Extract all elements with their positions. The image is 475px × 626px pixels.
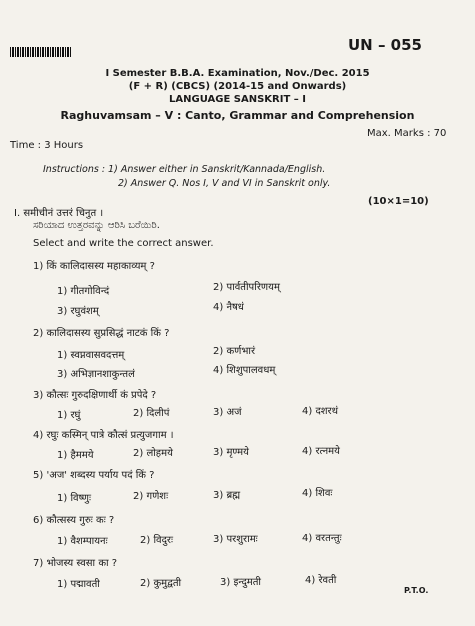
mcq-option: 4) रेवती <box>305 575 337 586</box>
mcq-question: 3) कौत्सः गुरुदक्षिणार्थी कं प्रपेदे ? <box>33 390 157 401</box>
mcq-option: 4) शिवः <box>302 488 333 499</box>
mcq-option: 4) शिशुपालवधम् <box>213 365 276 376</box>
instruction-2: 2) Answer Q. Nos I, V and VI in Sanskrit only. <box>118 178 331 189</box>
mcq-option: 2) विदुरः <box>140 535 174 546</box>
mcq-option: 1) गीतगोविन्दं <box>57 286 110 297</box>
mcq-option: 1) विष्णुः <box>57 493 92 504</box>
mcq-option: 2) लोहमये <box>133 448 173 459</box>
mcq-option: 4) वरतन्तुः <box>302 533 342 544</box>
mcq-option: 4) दशरथं <box>302 406 339 417</box>
mcq-question: 6) कौत्सस्य गुरुः कः ? <box>33 515 115 526</box>
mcq-option: 1) हैममये <box>57 450 94 461</box>
mcq-option: 1) स्वप्नवासवदत्तम् <box>57 350 125 361</box>
page-turn-note: P.T.O. <box>404 586 429 595</box>
mcq-question: 2) कालिदासस्य सुप्रसिद्धं नाटकं किं ? <box>33 328 170 339</box>
mcq-question: 4) रघुः कस्मिन् पात्रे कौत्सं प्रत्युजगाम । <box>33 430 174 441</box>
mcq-option: 3) परशुरामः <box>213 534 258 545</box>
exam-scheme: (F + R) (CBCS) (2014-15 and Onwards) <box>128 81 347 92</box>
mcq-option: 1) वैशम्पायनः <box>57 536 108 547</box>
mcq-option: 3) अभिज्ञानशाकुन्तलं <box>57 369 135 380</box>
mcq-question: 1) किं कालिदासस्य महाकाव्यम् ? <box>33 261 155 272</box>
mcq-option: 3) मृण्मये <box>213 447 249 458</box>
exam-topic: Raghuvamsam – V : Canto, Grammar and Comprehension <box>60 109 415 122</box>
mcq-option: 3) इन्दुमती <box>220 577 262 588</box>
instruction-1: 1) Answer either in Sanskrit/Kannada/English. <box>108 164 326 175</box>
question-1-marks: (10×1=10) <box>368 196 429 207</box>
instructions-line-1 <box>43 164 325 175</box>
mcq-question: 7) भोजस्य स्वसा का ? <box>33 558 118 569</box>
exam-subject: LANGUAGE SANSKRIT – I <box>169 94 306 105</box>
question-number: I. <box>14 208 21 219</box>
question-1-heading <box>14 205 103 219</box>
question-1-title: समीचीनं उत्तरं चिनुत । <box>23 208 104 219</box>
time-limit: Time : 3 Hours <box>10 140 84 151</box>
barcode <box>10 47 72 57</box>
mcq-option: 3) अजं <box>213 407 242 418</box>
question-1-english: Select and write the correct answer. <box>33 238 214 249</box>
mcq-option: 2) गणेशः <box>133 491 169 502</box>
mcq-option: 1) पद्मावती <box>57 579 100 590</box>
mcq-option: 1) रघुं <box>57 410 81 421</box>
mcq-option: 3) रघुवंशम् <box>57 306 99 317</box>
question-1-kannada: ಸರಿಯಾದ ಉತ್ತರವನ್ನು ಆರಿಸಿ ಬರೆಯಿರಿ. <box>33 220 160 231</box>
mcq-option: 3) ब्रह्म <box>213 490 241 501</box>
paper-code: UN – 055 <box>348 36 422 54</box>
instructions-label: Instructions : <box>43 164 106 175</box>
mcq-option: 2) दिलीपं <box>133 408 170 419</box>
mcq-option: 2) कुमुद्वती <box>140 578 182 589</box>
mcq-option: 4) रत्नमये <box>302 446 340 457</box>
mcq-option: 2) कर्णभारं <box>213 346 256 357</box>
max-marks: Max. Marks : 70 <box>367 128 447 139</box>
mcq-question: 5) 'अज' शब्दस्य पर्याय पदं किं ? <box>33 470 155 481</box>
exam-title: I Semester B.B.A. Examination, Nov./Dec. 2015 <box>105 68 370 79</box>
mcq-option: 4) नैषधं <box>213 302 244 313</box>
mcq-option: 2) पार्वतीपरिणयम् <box>213 282 280 293</box>
